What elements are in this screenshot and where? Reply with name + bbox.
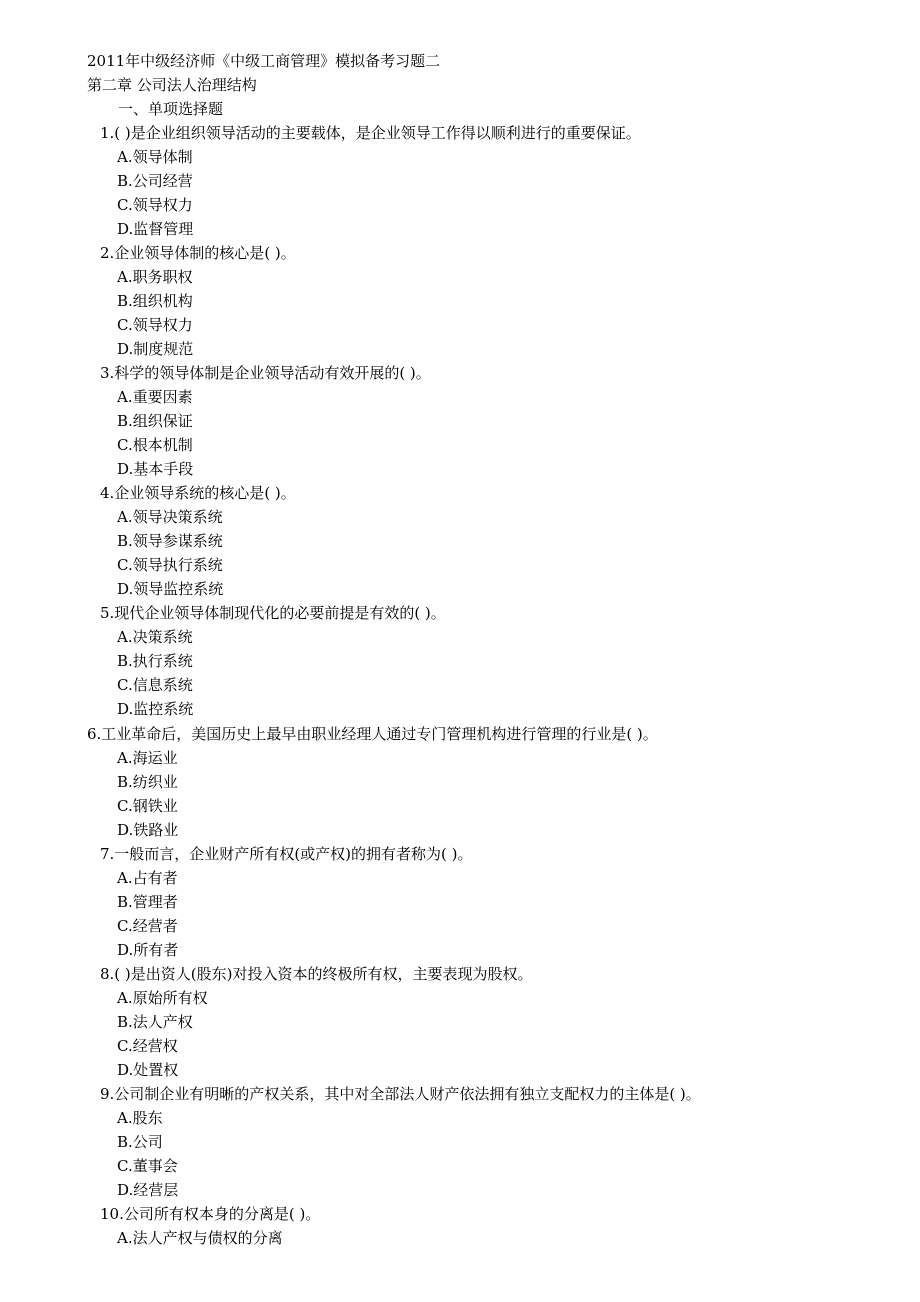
answer-option: C.领导权力	[117, 196, 193, 214]
answer-option: D.制度规范	[117, 340, 194, 358]
answer-option: C.经营者	[117, 917, 178, 935]
answer-option: B.组织保证	[117, 412, 193, 430]
question-stem: 5.现代企业领导体制现代化的必要前提是有效的( )。	[100, 604, 446, 622]
answer-option: A.海运业	[117, 749, 178, 767]
answer-option: D.经营层	[117, 1181, 179, 1199]
answer-option: B.领导参谋系统	[117, 532, 223, 550]
answer-option: C.钢铁业	[117, 797, 178, 815]
answer-option: A.占有者	[117, 869, 178, 887]
answer-option: D.基本手段	[117, 460, 194, 478]
answer-option: C.领导权力	[117, 316, 193, 334]
chapter-title: 第二章 公司法人治理结构	[87, 76, 257, 94]
answer-option: D.所有者	[117, 941, 179, 959]
section-heading: 一、单项选择题	[118, 100, 224, 118]
question-stem: 4.企业领导系统的核心是( )。	[100, 484, 296, 502]
question-stem: 2.企业领导体制的核心是( )。	[100, 244, 296, 262]
question-stem: 7.一般而言，企业财产所有权(或产权)的拥有者称为( )。	[100, 845, 473, 863]
answer-option: A.原始所有权	[117, 989, 208, 1007]
answer-option: C.根本机制	[117, 436, 193, 454]
question-stem: 3.科学的领导体制是企业领导活动有效开展的( )。	[100, 364, 431, 382]
answer-option: A.领导决策系统	[117, 508, 223, 526]
answer-option: A.决策系统	[117, 628, 193, 646]
answer-option: B.公司经营	[117, 172, 193, 190]
answer-option: D.领导监控系统	[117, 580, 224, 598]
answer-option: A.职务职权	[117, 268, 193, 286]
answer-option: A.股东	[117, 1109, 163, 1127]
answer-option: B.执行系统	[117, 652, 193, 670]
answer-option: D.处置权	[117, 1061, 179, 1079]
answer-option: B.管理者	[117, 893, 178, 911]
answer-option: A.重要因素	[117, 388, 193, 406]
answer-option: D.监控系统	[117, 700, 194, 718]
answer-option: C.董事会	[117, 1157, 178, 1175]
answer-option: D.铁路业	[117, 821, 179, 839]
answer-option: B.组织机构	[117, 292, 193, 310]
document-title: 2011年中级经济师《中级工商管理》模拟备考习题二	[87, 52, 441, 70]
answer-option: C.领导执行系统	[117, 556, 223, 574]
answer-option: A.法人产权与债权的分离	[117, 1229, 283, 1247]
question-stem: 6.工业革命后，美国历史上最早由职业经理人通过专门管理机构进行管理的行业是( )。	[87, 725, 658, 743]
answer-option: C.经营权	[117, 1037, 178, 1055]
answer-option: D.监督管理	[117, 220, 194, 238]
question-stem: 1.( )是企业组织领导活动的主要载体，是企业领导工作得以顺利进行的重要保证。	[100, 124, 641, 142]
answer-option: B.公司	[117, 1133, 163, 1151]
question-stem: 9.公司制企业有明晰的产权关系，其中对全部法人财产依法拥有独立支配权力的主体是( )。	[100, 1085, 701, 1103]
question-stem: 10.公司所有权本身的分离是( )。	[100, 1205, 321, 1223]
answer-option: A.领导体制	[117, 148, 193, 166]
answer-option: C.信息系统	[117, 676, 193, 694]
answer-option: B.法人产权	[117, 1013, 193, 1031]
answer-option: B.纺织业	[117, 773, 178, 791]
question-stem: 8.( )是出资人(股东)对投入资本的终极所有权，主要表现为股权。	[100, 965, 533, 983]
